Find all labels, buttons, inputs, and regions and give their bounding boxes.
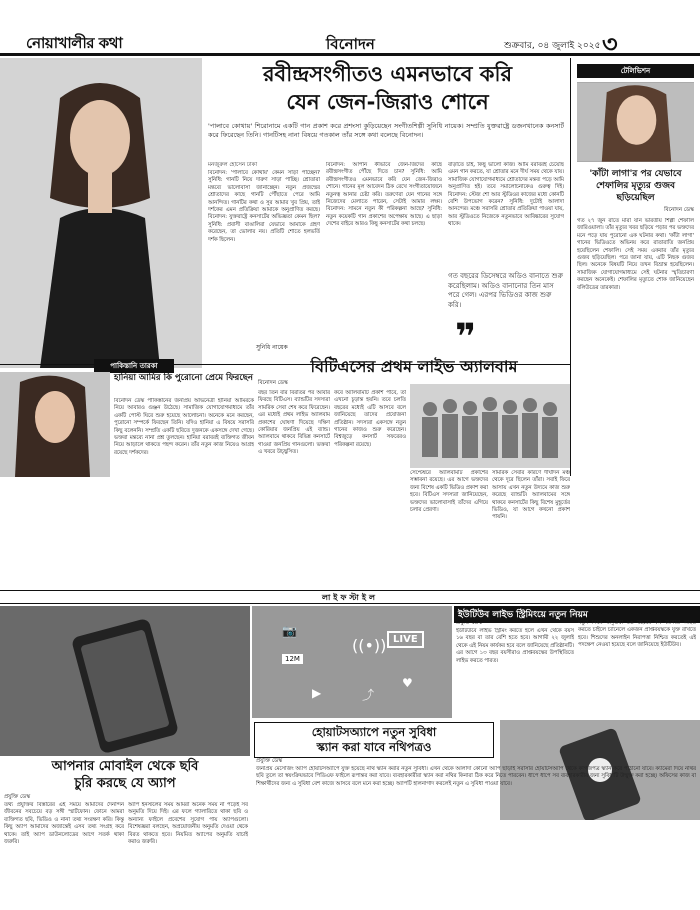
camera-icon: 📷 [282,624,297,638]
live-stream-photo [252,606,452,718]
youtube-col1: ইউটিউবে লাইভ স্ট্রিমিং করতে হলে এখন থেকে বয়স ১৬ বছর বা তার বেশি হতে হবে। আগামী ২২ জুলাই থেকে এই নিয়ম কার্যকর হবে বলে জানিয়েছে প্রতিষ্ঠানটি। এর আগে ১৩ বছর বয়সীরাও প্রাপ্তবয়স্কের উপস্থিতিতে লাইভ করতে পারত। [456,628,574,664]
mobile-illustration [0,606,250,756]
mobile-headline-line1: আপনার মোবাইল থেকে ছবি [51,759,199,774]
lead-pullquote: গত বছরের ডিসেম্বরে অডিও বানাতে শুরু করেছিলাম। অডিও বানানোর তিন মাস পরে গেল। এরপর ভিডিওর কাজ শুরু করি। [448,272,563,309]
newspaper-logo: নোয়াখালীর কথা [26,34,123,52]
mobile-col1: তথ্য প্রযুক্তির বিস্তারের এই সময়ে আমাদের দৈনন্দিন জীবনের সবচেয়ে বড় সঙ্গী স্মার্টফোন। ফোনে আমরা ব্যক্তিগত ছবি, ভিডিও ও নানা তথ্য সংরক্ষণ করি। কিন্তু কিছু অ্যাপ আমাদের অজান্তেই এসব তথ্য সংগ্রহ করে থাকে। তাই অ্যাপ ডাউনলোডের আগে সতর্ক থাকা জরুরি। [4,802,124,846]
right-section-label: টেলিভিশন [577,64,694,78]
youtube-col2: নতুন নিয়ম অনুযায়ী ১৬ বছরের কম বয়সীরা লাইভ করতে চাইলে চ্যানেলে একজন প্রাপ্তবয়স্ককে যুক্ত রাখতে হবে। শিশুদের অনলাইন নিরাপত্তা নিশ্চিত করতেই এই পদক্ষেপ নেওয়া হয়েছে বলে জানিয়েছে ইউটিউব। [578,620,696,649]
hania-headline: হানিয়া আমির কি পুরোনো প্রেমে ফিরছেন [114,373,253,383]
singer-caption: সুনিধি নায়েক [256,344,288,351]
whatsapp-headline-line2: স্ক্যান করা যাবে নথিপত্রও [316,740,432,754]
mobile-col2: অ্যাপ ইনস্টলের সময় আমরা অনেক সময় না পড়েই সব অনুমতি দিয়ে দিই। এর ফলে গ্যালারিতে থাকা ছবি ও অন্যান্য ফাইলে প্রবেশের সুযোগ পায় অ্যাপগুলো। বিশেষজ্ঞরা বলছেন, অপ্রয়োজনীয় অনুমতি দেওয়া থেকে বিরত থাকতে হবে। নিয়মিত অ্যাপের অনুমতি যাচাই করাও জরুরি। [128,802,248,846]
lead-col3: বাড়াতে চাই, কিছু ভালো কাজ। আমি বরাবরই চেয়েছি এমন গান করতে, যা শ্রোতার মনে দীর্ঘ সময় থেকে যায়। সামাজিক যোগাযোগমাধ্যমে শ্রোতাদের মন্তব্য পড়ে আমি অনুপ্রাণিত হই। তবে সমালোচনাকেও গুরুত্ব দিই। বিনোদন: স্টেজ শো আর স্টুডিওর কাজের মধ্যে কোনটি বেশি উপভোগ করেন? সুনিধি: দুটোই আলাদা আনন্দের। মঞ্চে সরাসরি শ্রোতার প্রতিক্রিয়া পাওয়া যায়, আর স্টুডিওতে নিজেকে নতুনভাবে আবিষ্কারের সুযোগ থাকে। [448,162,564,228]
bts-col2: কবে অ্যালবামটি প্রকাশ পাবে, তা এখনো চূড়ান্ত হয়নি। তবে চলতি বছরের মধ্যেই এটি আসবে বলে জানিয়েছে তাদের প্রযোজনা প্রতিষ্ঠান। সদস্যরা একসঙ্গে নতুন গানের কাজও শুরু করেছেন। বিশ্বজুড়ে কনসার্ট সফরেরও পরিকল্পনা রয়েছে। [334,390,406,448]
whatsapp-headline-line1: হোয়াটসঅ্যাপে নতুন সুবিধা [311,725,437,739]
masthead [0,0,700,56]
hania-body: বিনোদন ডেস্ক পাকিস্তানের জনপ্রিয় অভিনেত্রী হানিয়া আমিরকে নিয়ে আবারও গুঞ্জন উঠেছে। সামাজিক যোগাযোগমাধ্যমে তাঁর একটি পোস্ট ঘিরে শুরু হয়েছে আলোচনা। অনেকে মনে করছেন, পুরোনো সম্পর্কে ফিরছেন তিনি। যদিও হানিয়া এ বিষয়ে সরাসরি কিছু বলেননি। সম্প্রতি একটি ছবিতে দুজনকে একসঙ্গে দেখা গেছে। ভক্তরা মন্তব্যে নানা প্রশ্ন তুলছেন। হানিয়া বরাবরই ব্যক্তিগত জীবন নিয়ে আড়ালে থাকতে পছন্দ করেন। তাঁর নতুন কাজ নিয়েও আগ্রহ রয়েছে দর্শকদের। [114,398,254,456]
bts-illustration [410,384,570,468]
bts-byline: বিনোদন ডেস্ক [258,380,288,386]
bts-col1: বছর তিন বার বিরতির পর আবার ফিরছে বিটিএস। ব্যান্ডটির সদস্যরা সামরিক সেবা শেষ করে ফিরেছেন। এর মধ্যেই প্রথম লাইভ অ্যালবাম প্রকাশের ঘোষণা দিয়েছে দক্ষিণ কোরিয়ার জনপ্রিয় এই ব্যান্ড। অ্যালবামে থাকবে বিভিন্ন কনসার্টে গাওয়া জনপ্রিয় গানগুলো। ভক্তরা এ খবরে উচ্ছ্বসিত। [258,390,330,456]
bts-col3: সেপ্টেম্বরে অ্যালবামটি প্রকাশের সম্ভাবনা রয়েছে। এর আগে ভক্তদের জন্য বিশেষ একটি ভিডিও প্রকাশ করা হবে। বিটিএস সদস্যরা জানিয়েছেন, ভক্তদের ভালোবাসাই তাঁদের এগিয়ে চলার প্রেরণা। [410,470,488,514]
play-icon: ▶ [312,686,322,700]
singer-illustration [0,58,202,368]
mobile-headline-line2: চুরি করছে যে অ্যাপ [74,776,176,791]
bts-headline: বিটিএসের প্রথম লাইভ অ্যালবাম [310,357,518,376]
hania-photo [0,372,110,477]
bts-photo [410,384,570,468]
section-title: বিনোদন [326,35,375,53]
actress-illustration [577,82,694,162]
right-headline: 'কাঁটা লাগা'র পর যেভাবে শেফালির মৃত্যুর গুজব ছড়িয়েছিল [589,169,682,203]
lead-col2: বিনোদন: আপনি কীভাবে জেন-জিদের কাছে রবীন্দ্রসংগীত পৌঁছে দিতে চান? সুনিধি: আমি রবীন্দ্রসংগীতও এমনভাবে করি যেন জেন-জিরাও শোনে। গানের মূল আবেদন ঠিক রেখে সংগীতায়োজনে নতুনত্ব আনার চেষ্টা করি। তরুণেরা যেন গানের সঙ্গে নিজেদের মেলাতে পারেন, সেটাই আমার লক্ষ্য। বিনোদন: সামনে নতুন কী পরিকল্পনা আছে? সুনিধি: নতুন কয়েকটি গান প্রকাশের অপেক্ষায় আছে। এ ছাড়া দেশের বাইরে আরও কিছু কনসার্টের কথা চলছে। [326,162,442,228]
bts-col4: সামরিক সেবার কারণে দীর্ঘদিন মঞ্চ থেকে দূরে ছিলেন তাঁরা। সবাই ফিরে আসায় এখন নতুন উদ্যমে কাজ শুরু করেছে ব্যান্ডটি। অ্যালবামের সঙ্গে থাকবে কনসার্টের কিছু বিশেষ মুহূর্তের ভিডিও, যা আগে কখনো প্রকাশ পায়নি। [492,470,570,521]
quote-mark: ❞ [455,317,477,358]
whatsapp-headline [254,722,494,758]
whatsapp-byline: প্রযুক্তি ডেস্ক [256,758,283,764]
page-number: ৩ [602,30,618,58]
youtube-headline: ইউটিউব লাইভ স্ট্রিমিংয়ে নতুন নিয়ম [454,606,700,623]
lifestyle-label: লাইফস্টাইল [322,593,378,602]
hania-illustration [0,372,110,477]
heart-icon: ♥ [402,676,413,690]
lead-headline-line1: রবীন্দ্রসংগীতও এমনভাবে করি [262,62,513,86]
right-byline: বিনোদন ডেস্ক [664,207,694,213]
lifestyle-bar [0,590,700,604]
mobile-photo [0,606,250,756]
lead-col1: বিনোদন: 'পালাবে কোথায়' কেমন সাড়া পাচ্ছেন? সুনিধি: গানটি নিয়ে দারুণ সাড়া পাচ্ছি। শ্রোতারা মন্তব্যে ভালোবাসা জানাচ্ছেন। নতুন প্রজন্মের শ্রোতাদের কাছে গানটি পৌঁছাতে পেরে আমি আনন্দিত। গানটির কথা ও সুর আমার খুব প্রিয়, তাই দর্শকের এমন প্রতিক্রিয়া আমাকে অনুপ্রাণিত করছে। বিনোদন: যুক্তরাষ্ট্রে কনসার্টের অভিজ্ঞতা কেমন ছিল? সুনিধি: প্রবাসী বাঙালিরা যেভাবে আমাকে গ্রহণ করেছেন, তা ভোলার নয়। প্রতিটি শোতে হলভর্তি দর্শক ছিলেন। [208,170,320,243]
views-badge: 12M [282,654,303,664]
lead-headline-line2: যেন জেন-জিরাও শোনে [286,90,489,114]
broadcast-icon: ((•)) [352,636,387,655]
whatsapp-body: জনপ্রিয় মেসেজিং অ্যাপ হোয়াটসঅ্যাপে যুক্ত হয়েছে নথি স্ক্যান করার নতুন সুবিধা। এখন থেকে আলাদা কোনো অ্যাপ ছাড়াই সরাসরি হোয়াটসঅ্যাপ থেকে কাগজপত্র স্ক্যান করে পাঠানো যাবে। ক্যামেরা দিয়ে নথির ছবি তুলে তা স্বয়ংক্রিয়ভাবে পিডিএফ ফাইলে রূপান্তর করা যাবে। ব্যবহারকারীরা স্ক্যান করা নথির কিনারা ঠিক করে নিতে পারবেন। ধাপে ধাপে সব ব্যবহারকারীর জন্য সুবিধাটি উন্মুক্ত করা হচ্ছে। অফিসের কাজ বা শিক্ষার্থীদের জন্য এ সুবিধা বেশ কাজে আসবে বলে মনে করা হচ্ছে। অ্যাপটি হালনাগাদ করলেই নতুন এ সুবিধা পাওয়া যাবে। [256,766,696,787]
lead-intro: 'পালাবে কোথায়' শিরোনামে একটি গান প্রকাশ করে প্রশংসা কুড়িয়েছেন সংগীতশিল্পী সুনিধি নায়েক। সম্প্রতি যুক্তরাষ্ট্রে ডজনখানেক কনসার্ট করে ফিরেছেন তিনি। গানটিসহ নানা বিষয়ে গতকাল তাঁর সঙ্গে কথা বলেছে বিনোদন। [208,122,564,139]
issue-date: শুক্রবার, ০৪ জুলাই ২০২৫ [504,41,601,51]
youtube-byline: প্রযুক্তি ডেস্ক [456,620,483,626]
share-icon: ⤴ [362,688,375,702]
lead-byline: মনজুরুল হোসেন ঢাকা [208,162,258,168]
right-column [570,58,700,476]
right-body: গত ২৭ জুন রাতে মারা যান ভারতীয় শিল্পী শেফালি জারিওয়ালা। তাঁর মৃত্যুর খবর ছড়িয়ে পড়ার পর ভক্তদের মনে পড়ে যায় পুরোনো এক ঘটনার কথা। 'কাঁটা লাগা' গানের ভিডিওতে অভিনয় করে রাতারাতি জনপ্রিয় হয়েছিলেন শেফালি। সেই সময় একবার তাঁর মৃত্যুর গুজব ছড়িয়েছিল। পরে জানা যায়, এটি নিছক গুজব ছিল। অনেকে বিষয়টি নিয়ে তখন বিভ্রান্ত হয়েছিলেন। সামাজিক যোগাযোগমাধ্যমে সেই ঘটনার স্মৃতিচারণা করছেন অনেকেই। শেফালির মৃত্যুতে শোক জানিয়েছেন বলিউডের তারকারা। [577,218,694,291]
hania-label: পাকিস্তানি তারকা [94,359,174,373]
lead-headline [205,60,570,116]
live-badge: LIVE [387,631,424,648]
actress-photo [577,82,694,162]
singer-photo [0,58,202,368]
mobile-headline [0,758,250,792]
mobile-byline: প্রযুক্তি ডেস্ক [4,794,31,800]
